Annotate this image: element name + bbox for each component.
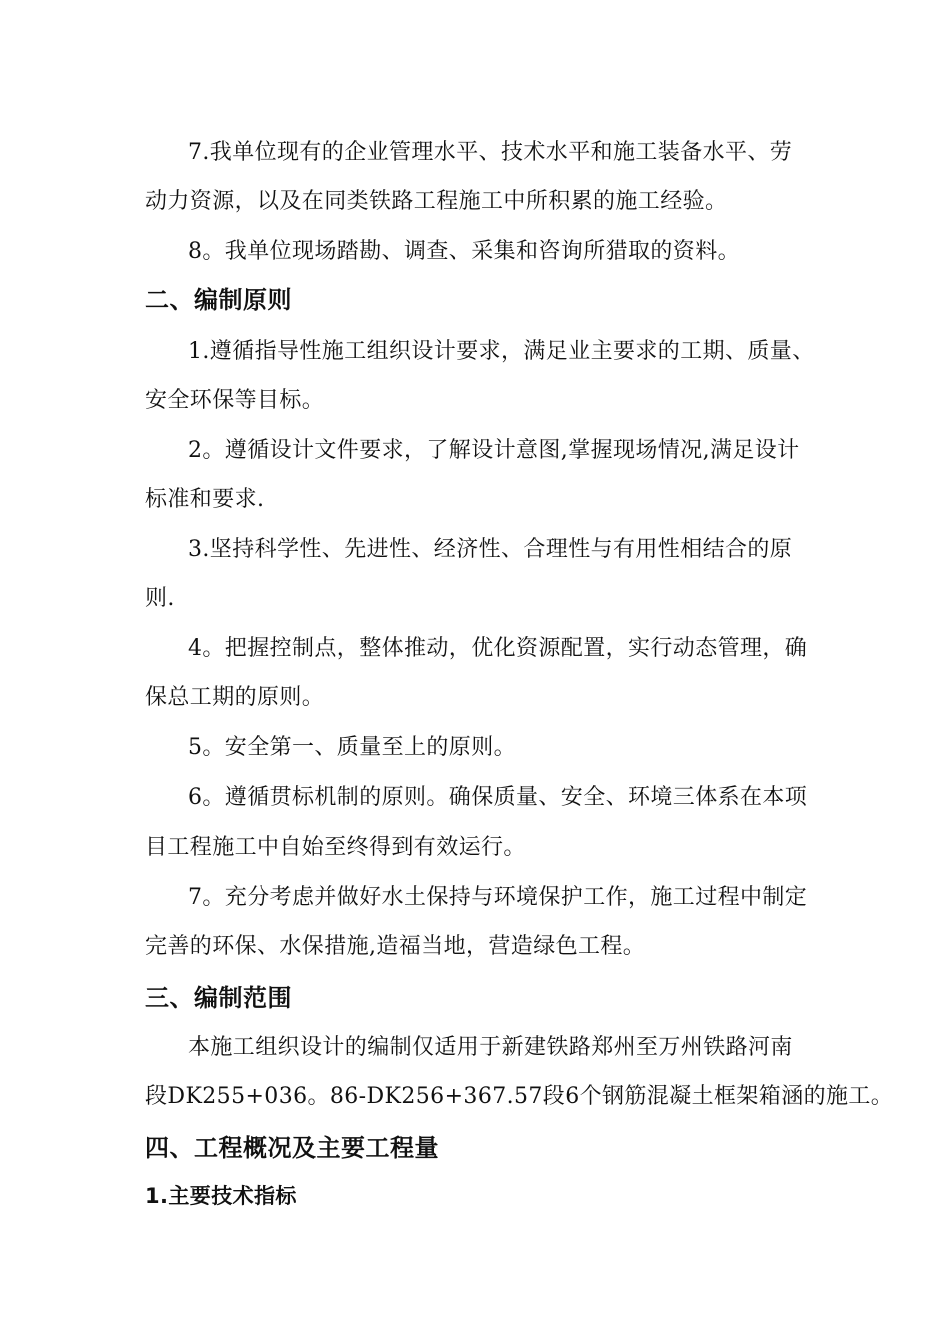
principle-6-line-1: 6。遵循贯标机制的原则。确保质量、安全、环境三体系在本项 (188, 785, 808, 810)
section-heading-overview: 四、工程概况及主要工程量 (145, 1134, 439, 1162)
principle-1-line-1: 1.遵循指导性施工组织设计要求，满足业主要求的工期、质量、 (188, 339, 815, 364)
scope-line-1: 本施工组织设计的编制仅适用于新建铁路郑州至万州铁路河南 (188, 1035, 793, 1060)
basis-item-7-line-2: 动力资源，以及在同类铁路工程施工中所积累的施工经验。 (145, 189, 728, 214)
principle-3-line-1: 3.坚持科学性、先进性、经济性、合理性与有用性相结合的原 (188, 537, 793, 562)
section-heading-scope: 三、编制范围 (145, 984, 292, 1012)
subheading-technical-indicators: 1.主要技术指标 (145, 1184, 297, 1208)
principle-4-line-2: 保总工期的原则。 (145, 685, 325, 710)
principle-2-line-1: 2。遵循设计文件要求，了解设计意图,掌握现场情况,满足设计 (188, 438, 800, 463)
principle-3-line-2: 则. (145, 586, 175, 611)
section-heading-principles: 二、编制原则 (145, 286, 292, 314)
principle-2-line-2: 标准和要求. (145, 487, 265, 512)
basis-item-8-line-1: 8。我单位现场踏勘、调查、采集和咨询所猎取的资料。 (188, 239, 740, 264)
principle-5-line-1: 5。安全第一、质量至上的原则。 (188, 735, 516, 760)
principle-7-line-2: 完善的环保、水保措施,造福当地，营造绿色工程。 (145, 934, 646, 959)
principle-7-line-1: 7。充分考虑并做好水土保持与环境保护工作，施工过程中制定 (188, 885, 808, 910)
scope-line-2: 段DK255+036。86-DK256+367.57段6个钢筋混凝土框架箱涵的施工。 (145, 1084, 894, 1109)
principle-1-line-2: 安全环保等目标。 (145, 388, 325, 413)
principle-6-line-2: 目工程施工中自始至终得到有效运行。 (145, 835, 526, 860)
basis-item-7-line-1: 7.我单位现有的企业管理水平、技术水平和施工装备水平、劳 (188, 140, 793, 165)
principle-4-line-1: 4。把握控制点，整体推动，优化资源配置，实行动态管理，确 (188, 636, 808, 661)
